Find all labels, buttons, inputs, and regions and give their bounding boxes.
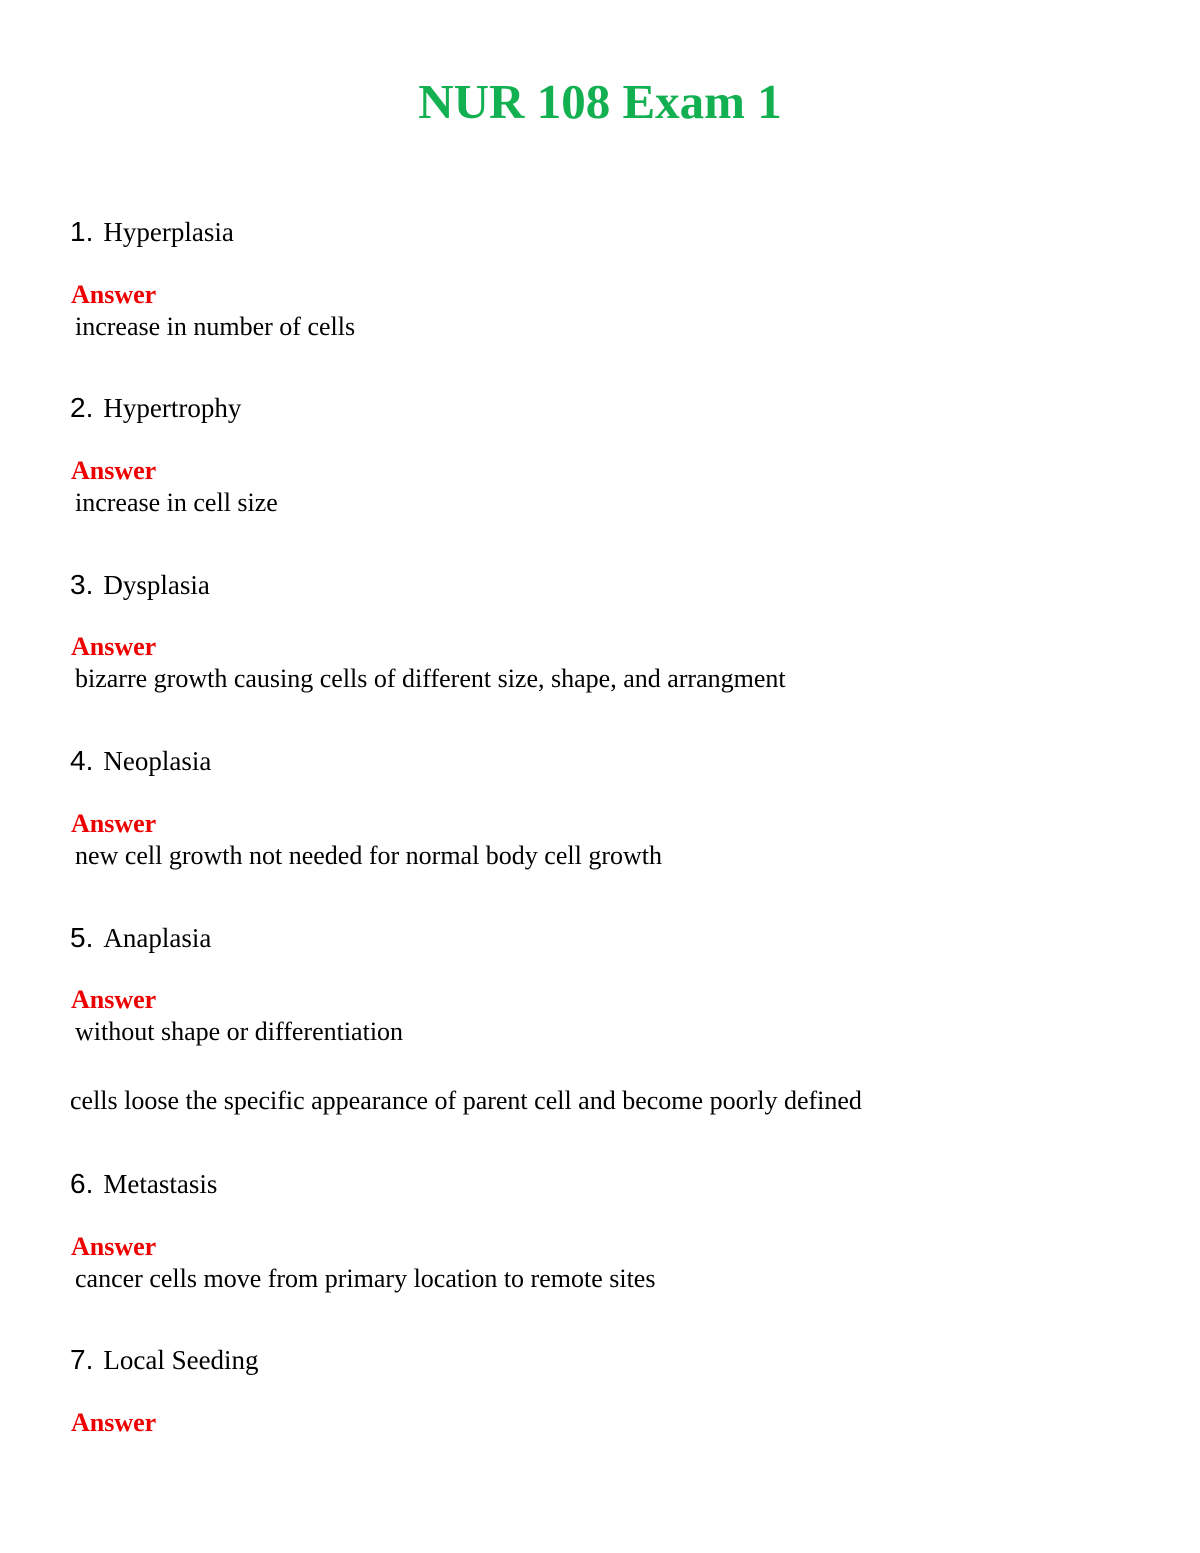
answer-label: Answer [71,280,157,309]
question-number: 7. [70,1344,94,1375]
answer-text: bizarre growth causing cells of different size, shape, and arrangment [75,664,786,693]
question-term: Hyperplasia [103,217,234,247]
question-1 [70,214,234,250]
question-term: Anaplasia [103,923,212,953]
answer-text: increase in cell size [75,488,278,517]
question-4 [70,743,211,779]
question-number: 4. [70,745,94,776]
answer-label: Answer [71,985,157,1014]
question-6 [70,1166,217,1202]
question-number: 3. [70,569,94,600]
question-term: Dysplasia [103,570,210,600]
answer-text: without shape or differentiation [75,1017,404,1046]
question-2 [70,390,241,426]
question-term: Local Seeding [103,1345,259,1375]
answer-note: cells loose the specific appearance of parent cell and become poorly defined [70,1086,862,1115]
question-number: 2. [70,392,94,423]
question-term: Neoplasia [103,746,212,776]
answer-label: Answer [71,809,157,838]
answer-label: Answer [71,1408,157,1437]
question-7 [70,1342,259,1378]
answer-text: increase in number of cells [75,312,356,341]
question-number: 1. [70,216,94,247]
question-3 [70,567,210,603]
document-title: NUR 108 Exam 1 [418,74,782,129]
question-term: Metastasis [103,1169,218,1199]
question-number: 5. [70,922,94,953]
question-number: 6. [70,1168,94,1199]
answer-text: cancer cells move from primary location to remote sites [75,1264,656,1293]
answer-label: Answer [71,1232,157,1261]
question-5 [70,920,211,956]
question-term: Hypertrophy [103,393,242,423]
answer-text: new cell growth not needed for normal body cell growth [75,841,662,870]
answer-label: Answer [71,456,157,485]
answer-label: Answer [71,632,157,661]
